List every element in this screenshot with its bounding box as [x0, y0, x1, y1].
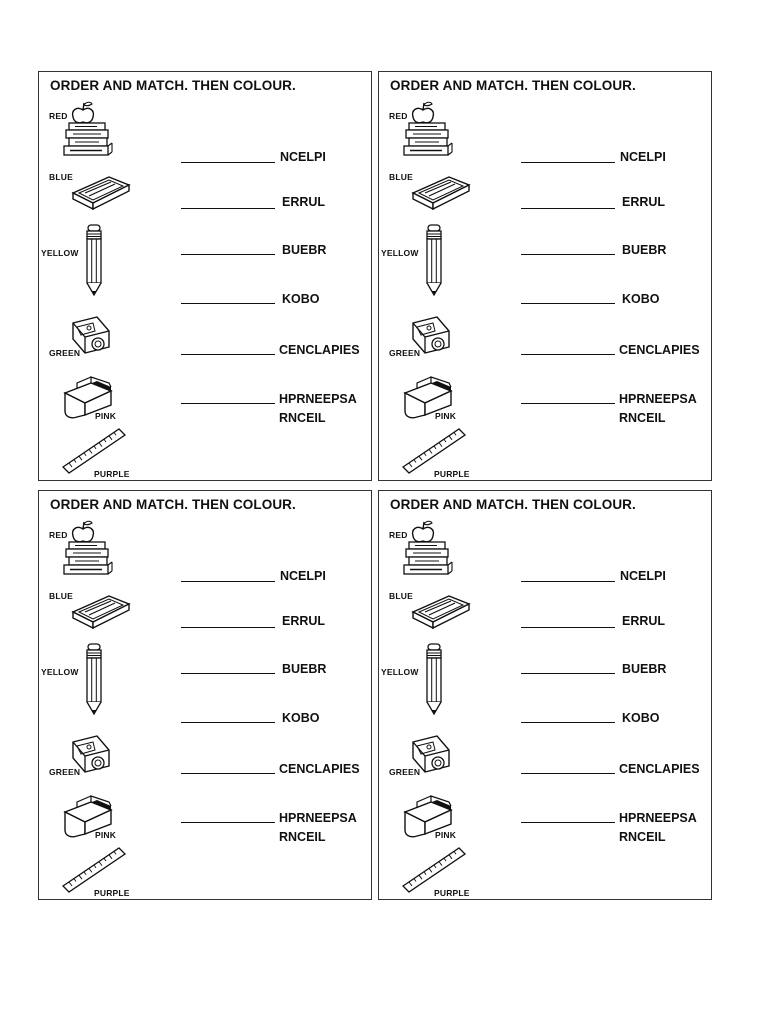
books-apple-icon	[63, 96, 115, 158]
answer-line[interactable]	[181, 673, 275, 674]
color-label-yellow: YELLOW	[41, 248, 79, 258]
scrambled-word: KOBO	[282, 711, 320, 725]
answer-line[interactable]	[181, 773, 275, 774]
color-label-green: GREEN	[389, 767, 421, 777]
color-label-blue: BLUE	[49, 172, 73, 182]
color-label-red: RED	[389, 530, 408, 540]
answer-line[interactable]	[521, 208, 615, 209]
pencil-icon	[82, 225, 106, 297]
scrambled-word: KOBO	[622, 292, 660, 306]
ruler-icon	[401, 846, 467, 894]
color-label-red: RED	[389, 111, 408, 121]
card-title: ORDER AND MATCH. THEN COLOUR.	[50, 497, 296, 512]
worksheet-card	[378, 490, 712, 900]
color-label-red: RED	[49, 111, 68, 121]
answer-line[interactable]	[521, 773, 615, 774]
color-label-yellow: YELLOW	[381, 248, 419, 258]
answer-line[interactable]	[181, 403, 275, 404]
scrambled-word: BUEBR	[622, 243, 667, 257]
answer-line[interactable]	[181, 722, 275, 723]
pencil-case-icon	[69, 171, 131, 211]
scrambled-word: NCELPI	[280, 150, 326, 164]
sharpener-icon	[65, 732, 113, 776]
answer-line[interactable]	[181, 354, 275, 355]
scrambled-word: KOBO	[622, 711, 660, 725]
scrambled-word: HPRNEEPSA	[279, 392, 357, 406]
card-title: ORDER AND MATCH. THEN COLOUR.	[390, 497, 636, 512]
color-label-pink: PINK	[95, 411, 117, 421]
pencil-case-icon	[409, 171, 471, 211]
ruler-icon	[61, 427, 127, 475]
color-label-yellow: YELLOW	[41, 667, 79, 677]
answer-line[interactable]	[521, 303, 615, 304]
answer-line[interactable]	[181, 822, 275, 823]
eraser-icon	[61, 371, 115, 421]
color-label-purple: PURPLE	[434, 469, 470, 479]
books-apple-icon	[63, 515, 115, 577]
scrambled-word: CENCLAPIES	[619, 762, 700, 776]
pencil-icon	[422, 225, 446, 297]
pencil-icon	[422, 644, 446, 716]
scrambled-word-continuation: RNCEIL	[279, 411, 326, 425]
eraser-icon	[61, 790, 115, 840]
answer-line[interactable]	[181, 581, 275, 582]
scrambled-word: NCELPI	[620, 150, 666, 164]
color-label-green: GREEN	[389, 348, 421, 358]
scrambled-word: CENCLAPIES	[279, 343, 360, 357]
color-label-pink: PINK	[435, 411, 457, 421]
answer-line[interactable]	[181, 303, 275, 304]
ruler-icon	[61, 846, 127, 894]
pencil-icon	[82, 644, 106, 716]
color-label-purple: PURPLE	[94, 469, 130, 479]
color-label-yellow: YELLOW	[381, 667, 419, 677]
scrambled-word: CENCLAPIES	[279, 762, 360, 776]
answer-line[interactable]	[521, 822, 615, 823]
ruler-icon	[401, 427, 467, 475]
answer-line[interactable]	[181, 627, 275, 628]
answer-line[interactable]	[521, 722, 615, 723]
color-label-purple: PURPLE	[94, 888, 130, 898]
eraser-icon	[401, 371, 455, 421]
answer-line[interactable]	[521, 673, 615, 674]
scrambled-word: HPRNEEPSA	[619, 392, 697, 406]
scrambled-word: NCELPI	[620, 569, 666, 583]
answer-line[interactable]	[521, 581, 615, 582]
worksheet-card	[378, 71, 712, 481]
color-label-pink: PINK	[435, 830, 457, 840]
color-label-blue: BLUE	[389, 172, 413, 182]
answer-line[interactable]	[521, 254, 615, 255]
answer-line[interactable]	[521, 354, 615, 355]
books-apple-icon	[403, 515, 455, 577]
scrambled-word: ERRUL	[622, 614, 666, 628]
card-title: ORDER AND MATCH. THEN COLOUR.	[390, 78, 636, 93]
color-label-green: GREEN	[49, 767, 81, 777]
color-label-blue: BLUE	[49, 591, 73, 601]
scrambled-word: NCELPI	[280, 569, 326, 583]
color-label-purple: PURPLE	[434, 888, 470, 898]
worksheet-card	[38, 490, 372, 900]
worksheet-card	[38, 71, 372, 481]
scrambled-word-continuation: RNCEIL	[619, 411, 666, 425]
scrambled-word: KOBO	[282, 292, 320, 306]
sharpener-icon	[405, 313, 453, 357]
pencil-case-icon	[409, 590, 471, 630]
scrambled-word: BUEBR	[282, 662, 327, 676]
scrambled-word: CENCLAPIES	[619, 343, 700, 357]
pencil-case-icon	[69, 590, 131, 630]
books-apple-icon	[403, 96, 455, 158]
sharpener-icon	[405, 732, 453, 776]
card-title: ORDER AND MATCH. THEN COLOUR.	[50, 78, 296, 93]
scrambled-word: ERRUL	[622, 195, 666, 209]
color-label-green: GREEN	[49, 348, 81, 358]
color-label-blue: BLUE	[389, 591, 413, 601]
color-label-pink: PINK	[95, 830, 117, 840]
color-label-red: RED	[49, 530, 68, 540]
scrambled-word: BUEBR	[282, 243, 327, 257]
scrambled-word: HPRNEEPSA	[279, 811, 357, 825]
scrambled-word: HPRNEEPSA	[619, 811, 697, 825]
scrambled-word: BUEBR	[622, 662, 667, 676]
answer-line[interactable]	[181, 254, 275, 255]
answer-line[interactable]	[521, 403, 615, 404]
scrambled-word-continuation: RNCEIL	[279, 830, 326, 844]
answer-line[interactable]	[181, 162, 275, 163]
answer-line[interactable]	[521, 627, 615, 628]
scrambled-word: ERRUL	[282, 195, 326, 209]
scrambled-word: ERRUL	[282, 614, 326, 628]
scrambled-word-continuation: RNCEIL	[619, 830, 666, 844]
answer-line[interactable]	[181, 208, 275, 209]
eraser-icon	[401, 790, 455, 840]
sharpener-icon	[65, 313, 113, 357]
answer-line[interactable]	[521, 162, 615, 163]
